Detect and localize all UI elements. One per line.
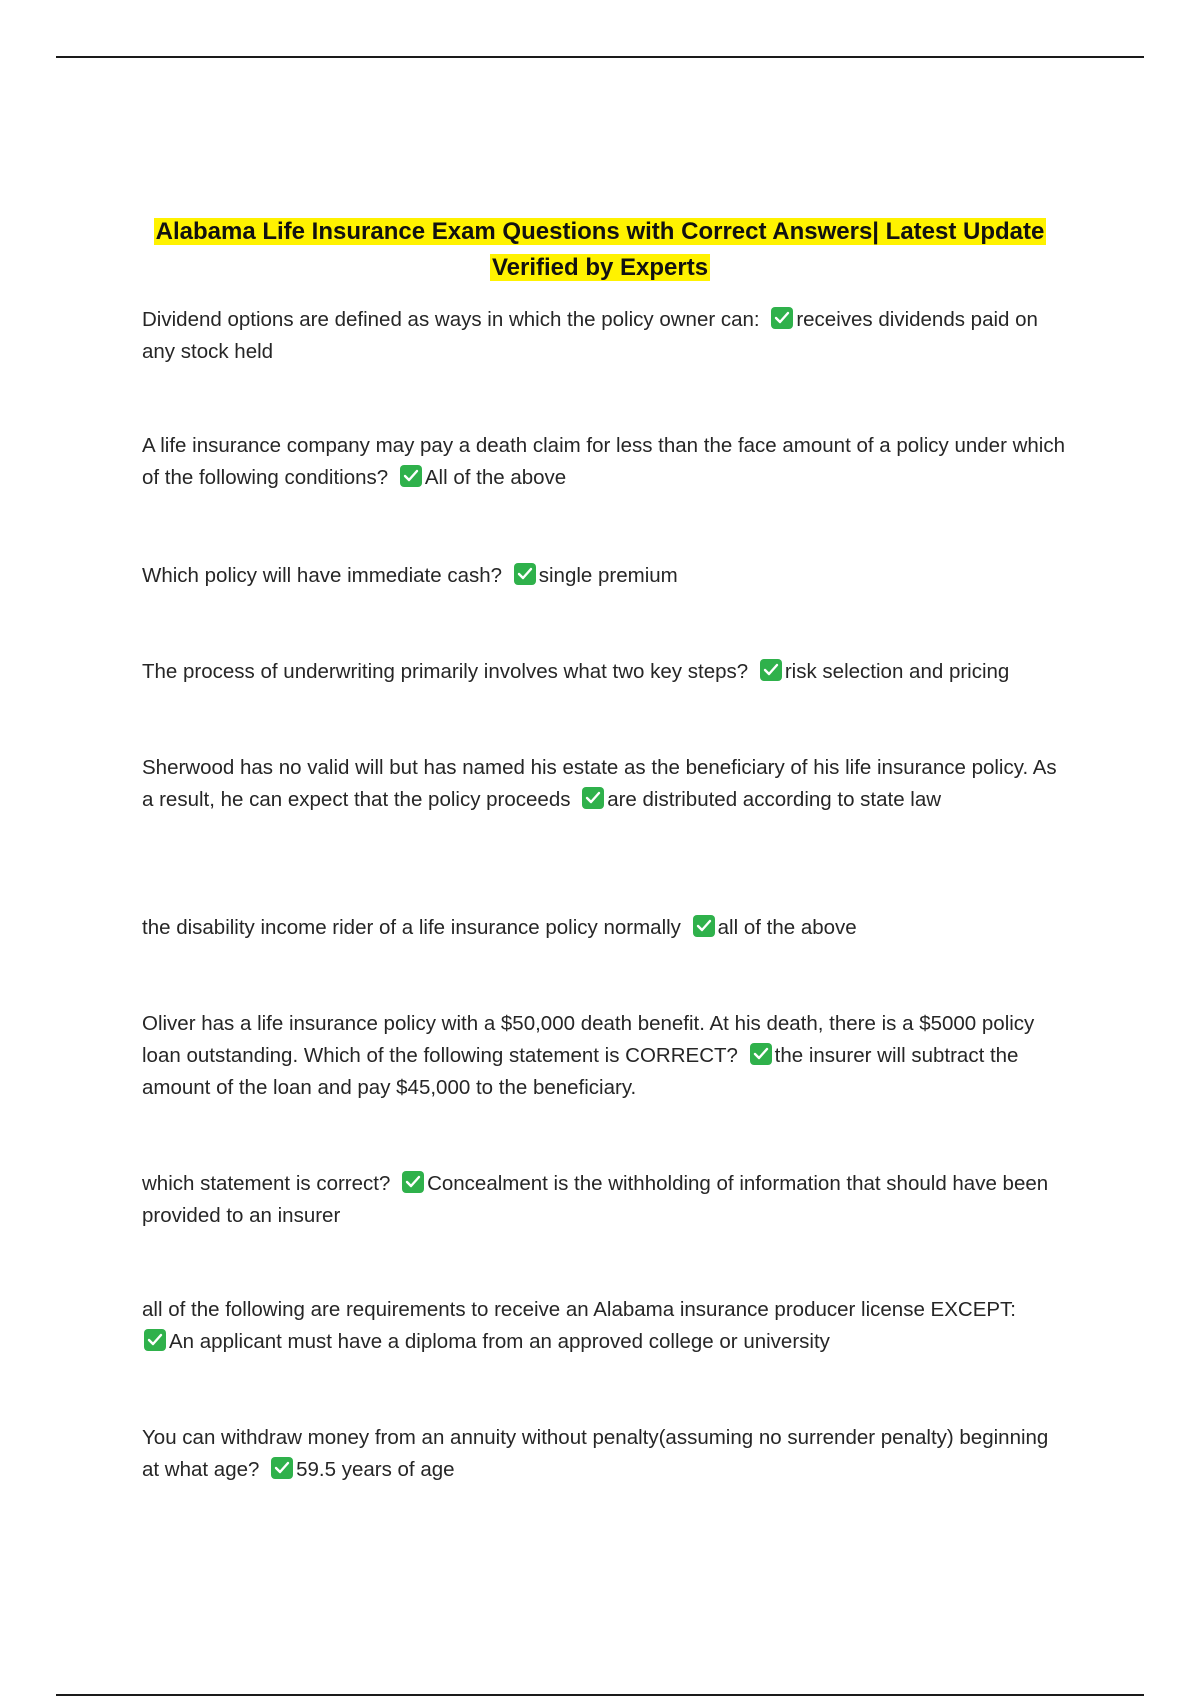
qa-item-9 — [142, 1294, 1067, 1358]
title-line-2: Verified by Experts — [491, 254, 709, 281]
question-text: Sherwood has no valid will but has named his estate as the beneficiary of his life insurance policy. As a result, he can expect that the policy proceeds — [142, 756, 1057, 811]
green-checkmark-icon — [402, 1171, 424, 1193]
answer-text: 59.5 years of age — [296, 1458, 455, 1481]
footer-rule — [56, 1694, 1144, 1696]
green-checkmark-icon — [514, 563, 536, 585]
answer-text: receives dividends paid on any stock held — [142, 308, 1038, 363]
qa-item-10 — [142, 1422, 1067, 1486]
green-checkmark-icon — [400, 465, 422, 487]
question-text: Which policy will have immediate cash? — [142, 564, 503, 587]
title-line-1: Alabama Life Insurance Exam Questions with Correct Answers| Latest Update — [155, 218, 1045, 245]
green-checkmark-icon — [582, 787, 604, 809]
green-checkmark-icon — [693, 915, 715, 937]
question-text: Dividend options are defined as ways in which the policy owner can: — [142, 308, 760, 331]
question-text: You can withdraw money from an annuity without penalty(assuming no surrender penalty) beginning at what age? — [142, 1426, 1049, 1481]
document-title — [0, 214, 1200, 286]
answer-text: are distributed according to state law — [607, 788, 942, 811]
green-checkmark-icon — [144, 1329, 166, 1351]
qa-item-1 — [142, 304, 1067, 368]
green-checkmark-icon — [771, 307, 793, 329]
green-checkmark-icon — [760, 659, 782, 681]
qa-item-8 — [142, 1168, 1067, 1232]
answer-text: risk selection and pricing — [784, 660, 1010, 683]
qa-item-2 — [142, 430, 1067, 494]
qa-item-3 — [142, 560, 1067, 592]
green-checkmark-icon — [271, 1457, 293, 1479]
question-text: which statement is correct? — [142, 1172, 391, 1195]
question-text: the disability income rider of a life insurance policy normally — [142, 916, 681, 939]
question-text: Oliver has a life insurance policy with a $50,000 death benefit. At his death, there is a $5000 policy loan outstanding. Which of the following statement is CORRECT? — [142, 1012, 1035, 1067]
green-checkmark-icon — [750, 1043, 772, 1065]
answer-text: the insurer will subtract the amount of the loan and pay $45,000 to the beneficiary. — [142, 1044, 1019, 1099]
answer-text: single premium — [538, 564, 678, 587]
answer-text: All of the above — [424, 466, 567, 489]
header-rule — [56, 56, 1144, 58]
qa-item-6 — [142, 912, 1067, 944]
answer-text: all of the above — [717, 916, 857, 939]
answer-text: Concealment is the withholding of information that should have been provided to an insurer — [142, 1172, 1049, 1227]
question-text: all of the following are requirements to receive an Alabama insurance producer license EXCEPT: — [142, 1298, 1016, 1321]
question-text: A life insurance company may pay a death claim for less than the face amount of a policy under which of the following conditions? — [142, 434, 1066, 489]
answer-text: An applicant must have a diploma from an approved college or university — [169, 1330, 830, 1353]
question-text: The process of underwriting primarily involves what two key steps? — [142, 660, 749, 683]
qa-item-5 — [142, 752, 1067, 816]
qa-item-7 — [142, 1008, 1067, 1104]
qa-item-4 — [142, 656, 1067, 688]
